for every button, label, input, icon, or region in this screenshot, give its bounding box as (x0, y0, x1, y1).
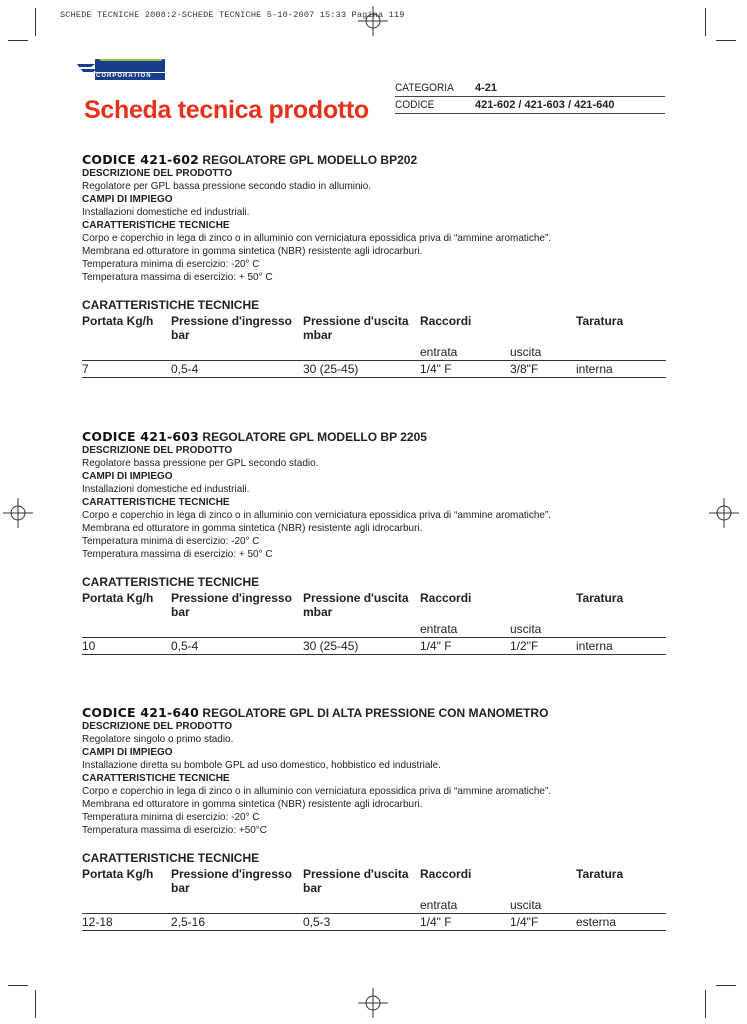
col-raccordo-uscita: uscita (510, 898, 542, 912)
campi-label: CAMPI DI IMPIEGO (82, 194, 173, 205)
col-raccordi: Raccordi (420, 591, 472, 605)
specs-table (82, 591, 666, 657)
caratt-line: Corpo e coperchio in lega di zinco o in alluminio con verniciatura epossidica priva di “ammine aromatiche”. (82, 509, 552, 521)
caratt-label: CARATTERISTICHE TECNICHE (82, 220, 230, 231)
caratt-line: Temperatura massima di esercizio: + 50° C (82, 271, 273, 283)
cell-ingresso: 2,5-16 (171, 915, 206, 929)
col-ingresso-unit: bar (171, 605, 190, 619)
cell-taratura: interna (576, 639, 613, 653)
caratt-line: Temperatura minima di esercizio: -20° C (82, 811, 260, 823)
table-rule (82, 654, 666, 655)
page-title: Scheda tecnica prodotto (84, 96, 369, 124)
col-uscita-label: Pressione d'uscita (303, 867, 409, 881)
crop-mark-bottom-left-h (8, 985, 28, 986)
print-slug: SCHEDE TECNICHE 2008:2-SCHEDE TECNICHE 5-10-2007 15:33 Pagina 119 (60, 10, 405, 20)
col-taratura: Taratura (576, 867, 624, 881)
descr-text: Regolatore per GPL bassa pressione secondo stadio in alluminio. (82, 180, 372, 192)
registration-mark-right-icon (709, 498, 739, 528)
campi-label: CAMPI DI IMPIEGO (82, 471, 173, 482)
cell-entrata: 1/4" F (420, 362, 452, 376)
col-uscita (303, 314, 409, 342)
crop-mark-top-right-h (716, 40, 736, 41)
descr-label: DESCRIZIONE DEL PRODOTTO (82, 445, 233, 456)
specs-heading: CARATTERISTICHE TECNICHE (82, 851, 260, 865)
crop-mark-bottom-right-h (716, 985, 736, 986)
cell-raccordo-uscita: 3/8"F (510, 362, 539, 376)
cell-uscita: 30 (25-45) (303, 639, 359, 653)
table-rule (82, 637, 666, 638)
cell-entrata: 1/4" F (420, 915, 452, 929)
logo-corporation-text: CORPORATION (96, 73, 152, 79)
registration-mark-left-icon (3, 498, 33, 528)
categoria-label: CATEGORIA (395, 82, 454, 94)
caratt-line: Membrana ed otturatore in gomma sintetica (NBR) resistente agli idrocarburi. (82, 798, 423, 810)
col-entrata: entrata (420, 622, 458, 636)
col-portata: Portata Kg/h (82, 314, 154, 328)
specs-table (82, 867, 666, 933)
product-section-421-640 (82, 705, 666, 933)
descr-text: Regolatore bassa pressione per GPL secondo stadio. (82, 457, 319, 469)
crop-mark-top-right-v (705, 8, 706, 36)
codice-label: CODICE (395, 99, 435, 111)
campi-label: CAMPI DI IMPIEGO (82, 747, 173, 758)
caratt-line: Temperatura minima di esercizio: -20° C (82, 535, 260, 547)
caratt-line: Temperatura massima di esercizio: + 50° C (82, 548, 273, 560)
col-uscita-unit: mbar (303, 605, 333, 619)
campi-text: Installazione diretta su bombole GPL ad uso domestico, hobbistico ed industriale. (82, 759, 441, 771)
caratt-label: CARATTERISTICHE TECNICHE (82, 773, 230, 784)
cell-portata: 7 (82, 362, 89, 376)
meta-box (395, 80, 665, 114)
col-ingresso-unit: bar (171, 328, 190, 342)
col-uscita-unit: bar (303, 881, 322, 895)
col-entrata: entrata (420, 898, 458, 912)
col-uscita (303, 591, 409, 619)
product-heading (82, 705, 666, 720)
product-section-421-602 (82, 152, 666, 380)
col-ingresso (171, 867, 292, 895)
product-code: CODICE 421-602 (82, 152, 200, 167)
table-rule (82, 360, 666, 361)
cell-taratura: interna (576, 362, 613, 376)
col-uscita (303, 867, 409, 895)
table-rule (82, 930, 666, 931)
campi-text: Installazioni domestiche ed industriali. (82, 206, 250, 218)
cell-uscita: 30 (25-45) (303, 362, 359, 376)
product-name: REGOLATORE GPL DI ALTA PRESSIONE CON MANOMETRO (202, 706, 549, 720)
categoria-value: 4-21 (475, 82, 498, 94)
col-uscita-unit: mbar (303, 328, 333, 342)
col-ingresso (171, 591, 292, 619)
col-ingresso-label: Pressione d'ingresso (171, 591, 292, 605)
caratt-line: Temperatura minima di esercizio: -20° C (82, 258, 260, 270)
cell-ingresso: 0,5-4 (171, 362, 199, 376)
descr-label: DESCRIZIONE DEL PRODOTTO (82, 721, 233, 732)
crop-mark-top-left-h (8, 40, 28, 41)
crop-mark-bottom-left-v (35, 990, 36, 1018)
col-ingresso (171, 314, 292, 342)
cell-ingresso: 0,5-4 (171, 639, 199, 653)
caratt-line: Membrana ed otturatore in gomma sintetica (NBR) resistente agli idrocarburi. (82, 245, 423, 257)
col-ingresso-label: Pressione d'ingresso (171, 314, 292, 328)
col-ingresso-unit: bar (171, 881, 190, 895)
crop-mark-top-left-v (35, 8, 36, 36)
caratt-line: Temperatura massima di esercizio: +50°C (82, 824, 267, 836)
codice-value: 421-602 / 421-603 / 421-640 (475, 99, 615, 111)
caratt-line: Membrana ed otturatore in gomma sintetica (NBR) resistente agli idrocarburi. (82, 522, 423, 534)
col-ingresso-label: Pressione d'ingresso (171, 867, 292, 881)
specs-heading: CARATTERISTICHE TECNICHE (82, 298, 260, 312)
col-raccordi: Raccordi (420, 867, 472, 881)
caratt-line: Corpo e coperchio in lega di zinco o in alluminio con verniciatura epossidica priva di “ammine aromatiche”. (82, 232, 552, 244)
col-portata: Portata Kg/h (82, 591, 154, 605)
cell-raccordo-uscita: 1/2"F (510, 639, 539, 653)
col-taratura: Taratura (576, 591, 624, 605)
specs-heading: CARATTERISTICHE TECNICHE (82, 575, 260, 589)
meta-divider (395, 113, 665, 114)
product-heading (82, 152, 666, 167)
col-entrata: entrata (420, 345, 458, 359)
cell-entrata: 1/4" F (420, 639, 452, 653)
specs-table (82, 314, 666, 380)
table-rule (82, 913, 666, 914)
product-code: CODICE 421-603 (82, 429, 200, 444)
col-raccordi: Raccordi (420, 314, 472, 328)
cell-taratura: esterna (576, 915, 617, 929)
caratt-label: CARATTERISTICHE TECNICHE (82, 497, 230, 508)
product-name: REGOLATORE GPL MODELLO BP 2205 (202, 430, 427, 444)
descr-text: Regolatore singolo o primo stadio. (82, 733, 234, 745)
product-code: CODICE 421-640 (82, 705, 200, 720)
product-section-421-603 (82, 429, 666, 657)
codice-row (395, 97, 665, 113)
campi-text: Installazioni domestiche ed industriali. (82, 483, 250, 495)
col-taratura: Taratura (576, 314, 624, 328)
product-heading (82, 429, 666, 444)
col-raccordo-uscita: uscita (510, 622, 542, 636)
col-portata: Portata Kg/h (82, 867, 154, 881)
cell-portata: 12-18 (82, 915, 113, 929)
col-uscita-label: Pressione d'uscita (303, 591, 409, 605)
col-uscita-label: Pressione d'uscita (303, 314, 409, 328)
caratt-line: Corpo e coperchio in lega di zinco o in alluminio con verniciatura epossidica priva di “ammine aromatiche”. (82, 785, 552, 797)
cell-raccordo-uscita: 1/4"F (510, 915, 539, 929)
descr-label: DESCRIZIONE DEL PRODOTTO (82, 168, 233, 179)
product-name: REGOLATORE GPL MODELLO BP202 (202, 153, 418, 167)
table-rule (82, 377, 666, 378)
col-raccordo-uscita: uscita (510, 345, 542, 359)
categoria-row (395, 80, 665, 96)
cell-uscita: 0,5-3 (303, 915, 331, 929)
cell-portata: 10 (82, 639, 96, 653)
registration-mark-top-icon (358, 6, 388, 36)
crop-mark-bottom-right-v (705, 990, 706, 1018)
registration-mark-bottom-icon (358, 988, 388, 1018)
